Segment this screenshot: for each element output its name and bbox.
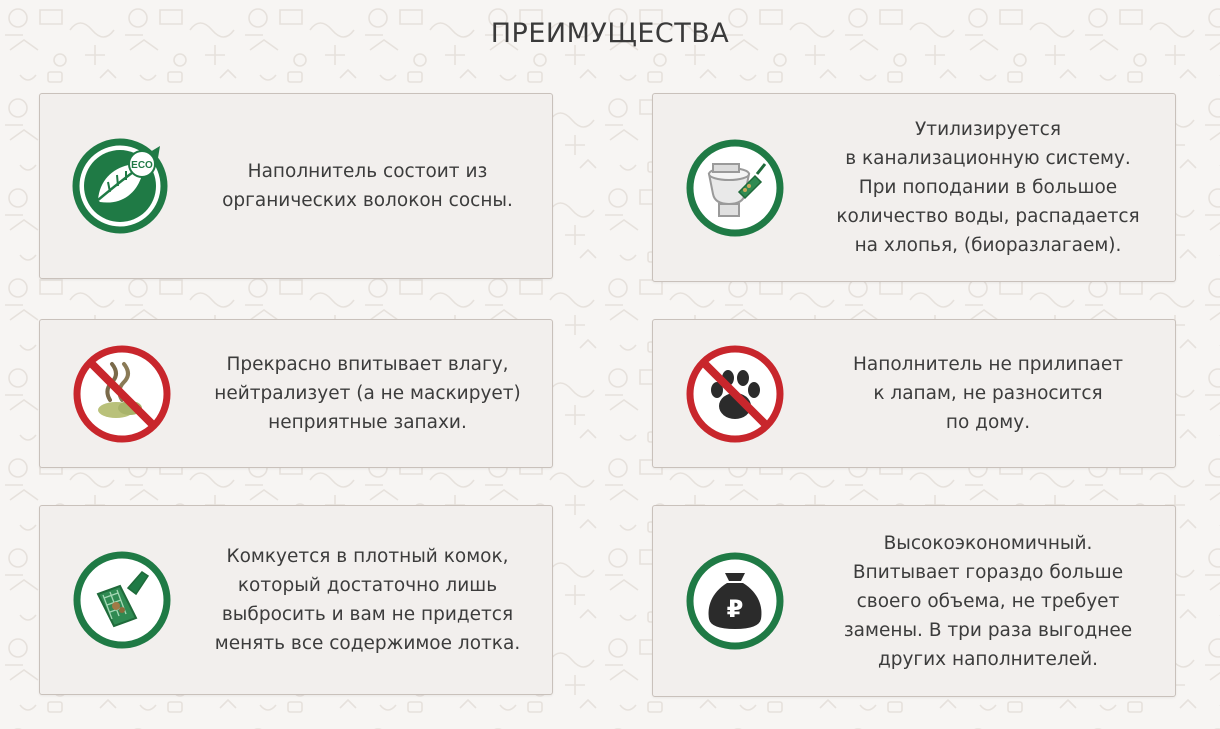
advantage-text: Высокоэкономичный. Впитывает гораздо больше своего объема, не требует замены. В три раза выгоднее других наполнителей.: [843, 532, 1133, 670]
advantage-card-economy: [652, 505, 1176, 697]
no-paw-prints-icon: [683, 342, 787, 446]
advantage-text: Прекрасно впитывает влагу, нейтрализует (а не маскирует) неприятные запахи.: [214, 354, 521, 433]
advantage-card-flushable: [652, 93, 1176, 282]
advantage-text: Наполнитель не прилипает к лапам, не разносится по дому.: [852, 354, 1124, 433]
litter-scoop-icon: [70, 548, 174, 652]
svg-text:ECO: ECO: [131, 160, 153, 171]
no-odor-icon: [70, 342, 174, 446]
page-title: ПРЕИМУЩЕСТВА: [490, 18, 730, 49]
advantage-text: Наполнитель состоит из органических волокон сосны.: [222, 161, 513, 211]
advantage-card-odor: [39, 319, 553, 468]
toilet-disposal-icon: [683, 136, 787, 240]
svg-text:₽: ₽: [726, 595, 744, 623]
advantage-text: Комкуется в плотный комок, который достаточно лишь выбросить и вам не придется менять все содержимое лотка.: [214, 546, 521, 654]
money-bag-icon: [683, 549, 787, 653]
advantage-card-eco: [39, 93, 553, 279]
advantage-card-paws: [652, 319, 1176, 468]
advantage-card-clumping: [39, 505, 553, 695]
eco-leaf-icon: [70, 134, 174, 238]
advantage-text: Утилизируется в канализационную систему. При поподании в большое количество воды, распадается на хлопья, (биоразлагаем).: [836, 119, 1140, 256]
